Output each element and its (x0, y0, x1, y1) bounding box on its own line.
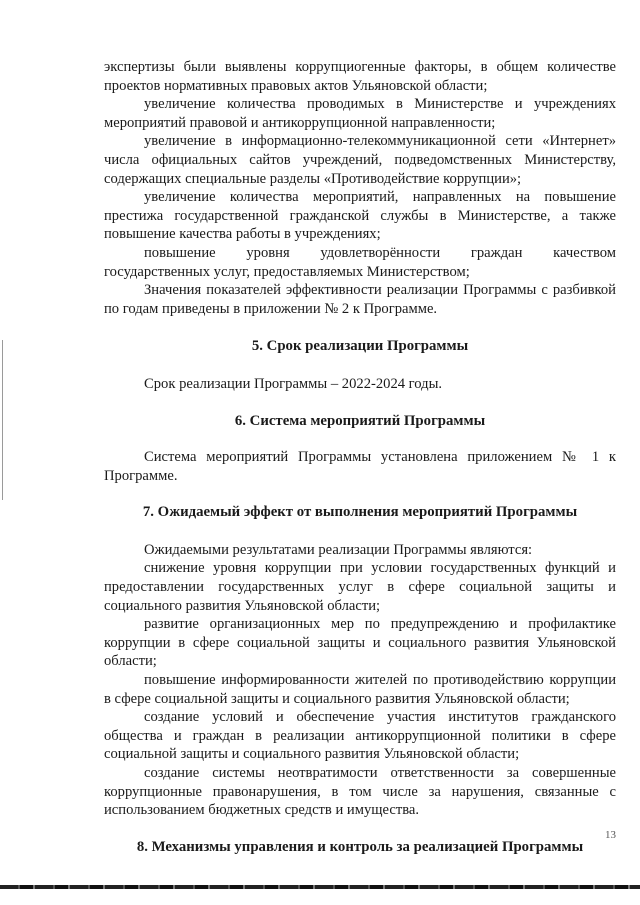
section-heading-6: 6. Система мероприятий Программы (234, 412, 486, 429)
paragraph: повышение информированности жителей по противодействию коррупции в сфере социальной защиты и социального развития Ульяновской области; (104, 672, 616, 707)
paragraph: Срок реализации Программы – 2022-2024 годы. (144, 375, 443, 392)
scan-bottom-edge (0, 885, 640, 889)
paragraph: снижение уровня коррупции при условии государственных функций и предоставлении государственных услуг в сфере социальной защиты и социального развития Ульяновской области; (104, 560, 616, 614)
paragraph: создание условий и обеспечение участия институтов гражданского общества и граждан в реализации антикоррупционной политики в сфере социальной защиты и социального развития Ульяновской области; (104, 709, 616, 763)
paragraph: повышение уровня удовлетворённости граждан качеством государственных услуг, предоставляемых Министерством; (104, 244, 616, 280)
page-number: 13 (605, 829, 616, 841)
paragraph: Значения показателей эффективности реализации Программы с разбивкой по годам приведены в приложении № 2 к Программе. (104, 282, 616, 317)
section-heading-7: 7. Ожидаемый эффект от выполнения мероприятий Программы (142, 504, 578, 521)
paragraph: увеличение в информационно-телекоммуникационной сети «Интернет» числа официальных сайтов учреждений, подведомственных Министерству, содержащих специальные разделы «Противодействие коррупции»; (104, 133, 616, 187)
paragraph: развитие организационных мер по предупреждению и профилактике коррупции в сфере социальной защиты и социального развития Ульяновской области; (104, 616, 616, 670)
section-heading-5: 5. Срок реализации Программы (251, 338, 469, 355)
scan-edge-mark (2, 340, 3, 500)
document-body (104, 58, 616, 856)
paragraph: создание системы неотвратимости ответственности за совершенные коррупционные правонарушения, в том числе за нарушения, связанные с использованием бюджетных средств и имущества. (104, 765, 616, 819)
paragraph: экспертизы были выявлены коррупциогенные факторы, в общем количестве проектов нормативных правовых актов Ульяновской области; (104, 59, 616, 94)
paragraph: увеличение количества мероприятий, направленных на повышение престижа государственной гражданской службы в Министерстве, а также повышение качества работы в учреждениях; (104, 189, 616, 243)
paragraph: Система мероприятий Программы установлена приложением № 1 к Программе. (104, 449, 616, 484)
paragraph: увеличение количества проводимых в Министерстве и учреждениях мероприятий правовой и антикоррупционной направленности; (104, 96, 616, 131)
paragraph: Ожидаемыми результатами реализации Программы являются: (144, 541, 533, 558)
section-heading-8: 8. Механизмы управления и контроль за реализацией Программы (136, 838, 584, 855)
